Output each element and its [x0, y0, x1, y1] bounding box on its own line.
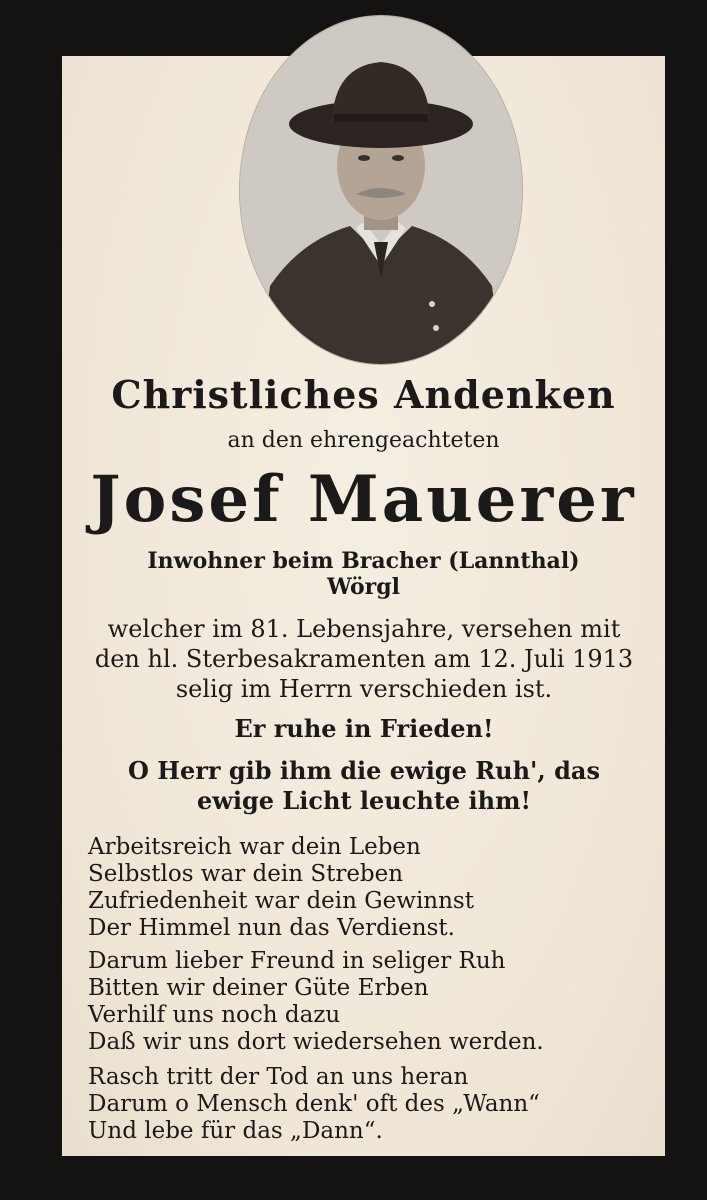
prayer-line: ewige Licht leuchte ihm! — [196, 786, 532, 815]
poem-line: Zufriedenheit war dein Gewinnst — [88, 888, 474, 914]
death-notice-line: selig im Herrn verschieden ist. — [175, 675, 553, 703]
poem-line: Rasch tritt der Tod an uns heran — [88, 1064, 469, 1090]
death-notice-line: welcher im 81. Lebensjahre, versehen mit — [107, 615, 621, 643]
poem-stanza-2 — [88, 948, 640, 1056]
place-line: Wörgl — [327, 574, 400, 600]
card-subheading: an den ehrengeachteten — [227, 428, 500, 453]
poem-line: Darum lieber Freund in seliger Ruh — [88, 948, 506, 974]
poem-line: Arbeitsreich war dein Leben — [88, 834, 421, 860]
poem-line: Der Himmel nun das Verdienst. — [88, 915, 455, 941]
prayer — [88, 756, 640, 816]
man-portrait-icon — [240, 16, 522, 364]
poem-line: Darum o Mensch denk' oft des „Wann“ — [88, 1091, 540, 1117]
poem-stanza-3 — [88, 1064, 640, 1145]
prayer-line: O Herr gib ihm die ewige Ruh', das — [128, 756, 600, 785]
poem-line: Und lebe für das „Dann“. — [88, 1118, 383, 1144]
poem-line: Verhilf uns noch dazu — [88, 1002, 341, 1028]
occupation-line: Inwohner beim Bracher (Lannthal) — [147, 548, 580, 574]
poem-line: Daß wir uns dort wiedersehen werden. — [88, 1029, 544, 1055]
rest-in-peace: Er ruhe in Frieden! — [234, 714, 494, 743]
poem-stanza-1 — [88, 834, 640, 942]
card-heading: Christliches Andenken — [111, 372, 616, 417]
deceased-name: Josef Mauerer — [90, 462, 637, 537]
death-notice-line: den hl. Sterbesakramenten am 12. Juli 1913 — [94, 645, 634, 673]
poem-line: Bitten wir deiner Güte Erben — [88, 975, 429, 1001]
portrait-photo — [240, 16, 522, 364]
poem-line: Selbstlos war dein Streben — [88, 861, 404, 887]
death-notice — [88, 614, 640, 704]
